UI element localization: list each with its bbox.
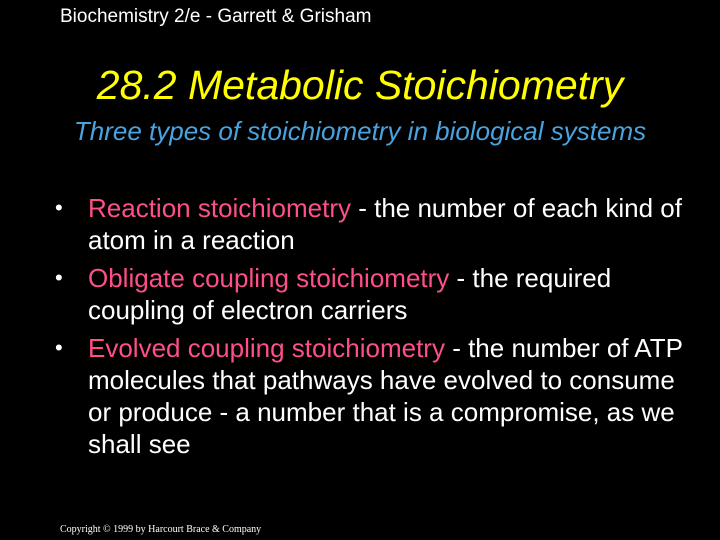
bullet-list xyxy=(55,192,688,466)
slide-header: Biochemistry 2/e - Garrett & Grisham xyxy=(60,6,372,27)
slide-title: 28.2 Metabolic Stoichiometry xyxy=(96,62,624,108)
bullet-term: Reaction stoichiometry xyxy=(88,193,351,223)
bullet-term: Evolved coupling stoichiometry xyxy=(88,333,445,363)
bullet-item-reaction xyxy=(55,192,688,256)
bullet-dot-icon: • xyxy=(55,195,63,220)
bullet-term: Obligate coupling stoichiometry xyxy=(88,263,450,293)
bullet-description: - the number of ATP molecules that pathways have evolved to consume or produce - a number that is a compromise, as we shall see xyxy=(88,333,683,459)
copyright-footer: Copyright © 1999 by Harcourt Brace & Company xyxy=(60,524,262,535)
bullet-description: - the required coupling of electron carriers xyxy=(88,263,612,325)
bullet-item-evolved xyxy=(55,332,688,460)
bullet-description: - the number of each kind of atom in a reaction xyxy=(88,193,682,255)
bullet-dot-icon: • xyxy=(55,335,63,360)
slide-subtitle: Three types of stoichiometry in biological systems xyxy=(73,116,647,146)
bullet-item-obligate xyxy=(55,262,688,326)
bullet-dot-icon: • xyxy=(55,265,63,290)
